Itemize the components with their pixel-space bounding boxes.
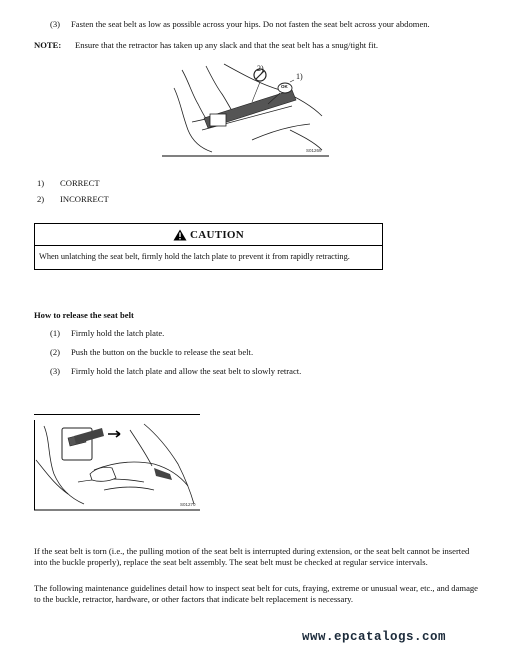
website-watermark[interactable]: www.epcatalogs.com: [302, 630, 447, 644]
ok-label: OK: [281, 84, 288, 89]
paragraph: The following maintenance guidelines detail how to inspect seat belt for cuts, fraying, extreme or unusual wear, etc., and damage to the buckle, retractor, hardware, or other factors that indicate belt replacement is necessary.: [34, 583, 478, 604]
paragraph: If the seat belt is torn (i.e., the pulling motion of the seat belt is interrupted during extension, or the seat belt cannot be inserted into the buckle properly), replace the seat belt assembly. The seat belt must be checked at regular service intervals.: [34, 546, 470, 567]
legend-number: 1): [37, 178, 45, 188]
caution-text: When unlatching the seat belt, firmly hold the latch plate to prevent it from rapidly retracting.: [39, 252, 350, 261]
callout-correct: 1): [296, 72, 303, 81]
seat-belt-fastening-illustration: [162, 60, 329, 157]
step-number: (3): [50, 366, 61, 376]
seat-belt-release-illustration: [34, 420, 200, 511]
figure-code: S01270: [180, 502, 196, 507]
step-number: (3): [50, 19, 61, 29]
legend-number: 2): [37, 194, 45, 204]
step-number: (1): [50, 328, 61, 338]
caution-box: [34, 223, 383, 270]
step-text: Firmly hold the latch plate and allow the seat belt to slowly retract.: [71, 366, 302, 376]
step-text: Fasten the seat belt as low as possible across your hips. Do not fasten the seat belt across your abdomen.: [71, 19, 430, 29]
step-number: (2): [50, 347, 61, 357]
step-text: Firmly hold the latch plate.: [71, 328, 165, 338]
callout-incorrect: 2): [257, 64, 264, 73]
note-text: Ensure that the retractor has taken up any slack and that the seat belt has a snug/tight fit.: [75, 40, 379, 50]
step-text: Push the button on the buckle to release the seat belt.: [71, 347, 254, 357]
caution-title: CAUTION: [189, 228, 245, 241]
legend-label: CORRECT: [60, 178, 100, 188]
legend-label: INCORRECT: [60, 194, 109, 204]
figure-top-rule: [34, 414, 200, 415]
caution-header: [35, 224, 382, 246]
note-label: NOTE:: [34, 40, 62, 50]
warning-triangle-icon: [173, 229, 187, 241]
figure-code: S01269: [306, 148, 322, 153]
section-heading: How to release the seat belt: [34, 310, 134, 320]
